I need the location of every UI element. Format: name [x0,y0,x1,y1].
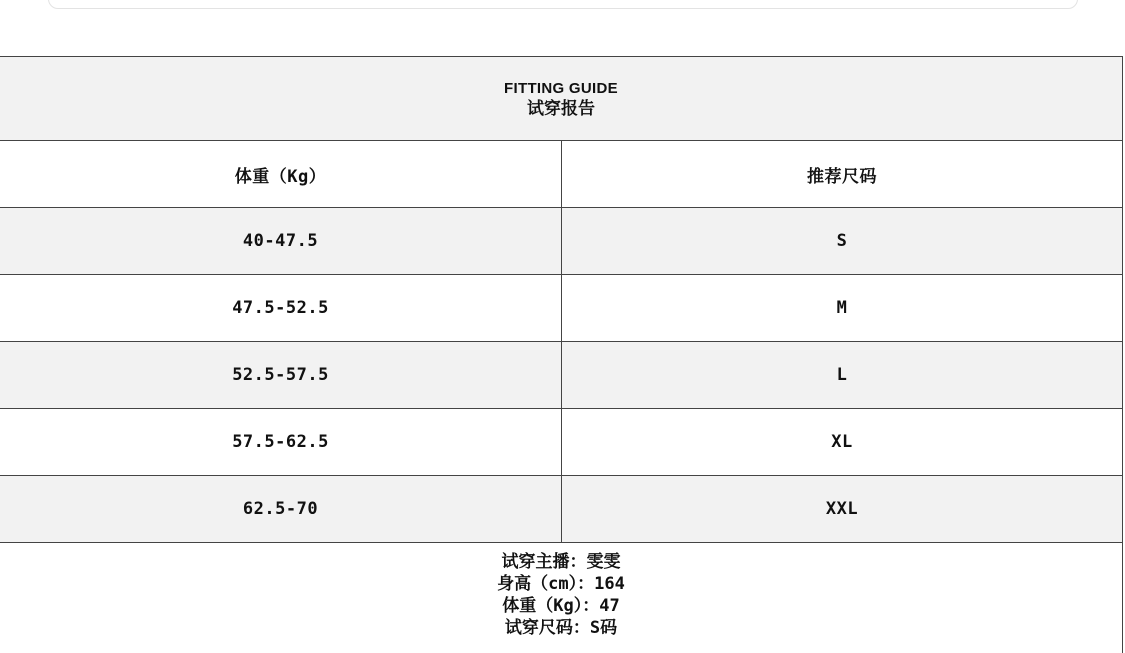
model-height: 身高（cm）：164 [497,574,625,594]
model-info [0,543,1122,653]
header-weight: 体重（Kg） [0,141,562,207]
fitting-guide-table [0,56,1123,653]
size-cell: S [836,231,848,251]
title-chinese: 试穿报告 [527,98,595,119]
table-row [0,275,1122,342]
weight-cell: 57.5-62.5 [0,409,562,475]
size-cell: XXL [825,499,859,519]
weight-cell: 47.5-52.5 [0,275,562,341]
table-row [0,409,1122,476]
table-title [0,57,1122,141]
search-bar-frame [48,0,1078,9]
title-english: FITTING GUIDE [504,79,618,97]
weight-cell: 40-47.5 [0,208,562,274]
size-cell: L [836,365,848,385]
size-cell: XL [831,432,853,452]
header-size: 推荐尺码 [807,166,877,187]
model-size: 试穿尺码：S码 [504,618,618,638]
model-weight: 体重（Kg）：47 [502,596,620,616]
size-cell: M [836,298,848,318]
model-host: 试穿主播：雯雯 [501,552,621,572]
table-header-row [0,141,1122,208]
table-row [0,208,1122,275]
table-row [0,342,1122,409]
weight-cell: 62.5-70 [0,476,562,542]
table-row [0,476,1122,543]
weight-cell: 52.5-57.5 [0,342,562,408]
